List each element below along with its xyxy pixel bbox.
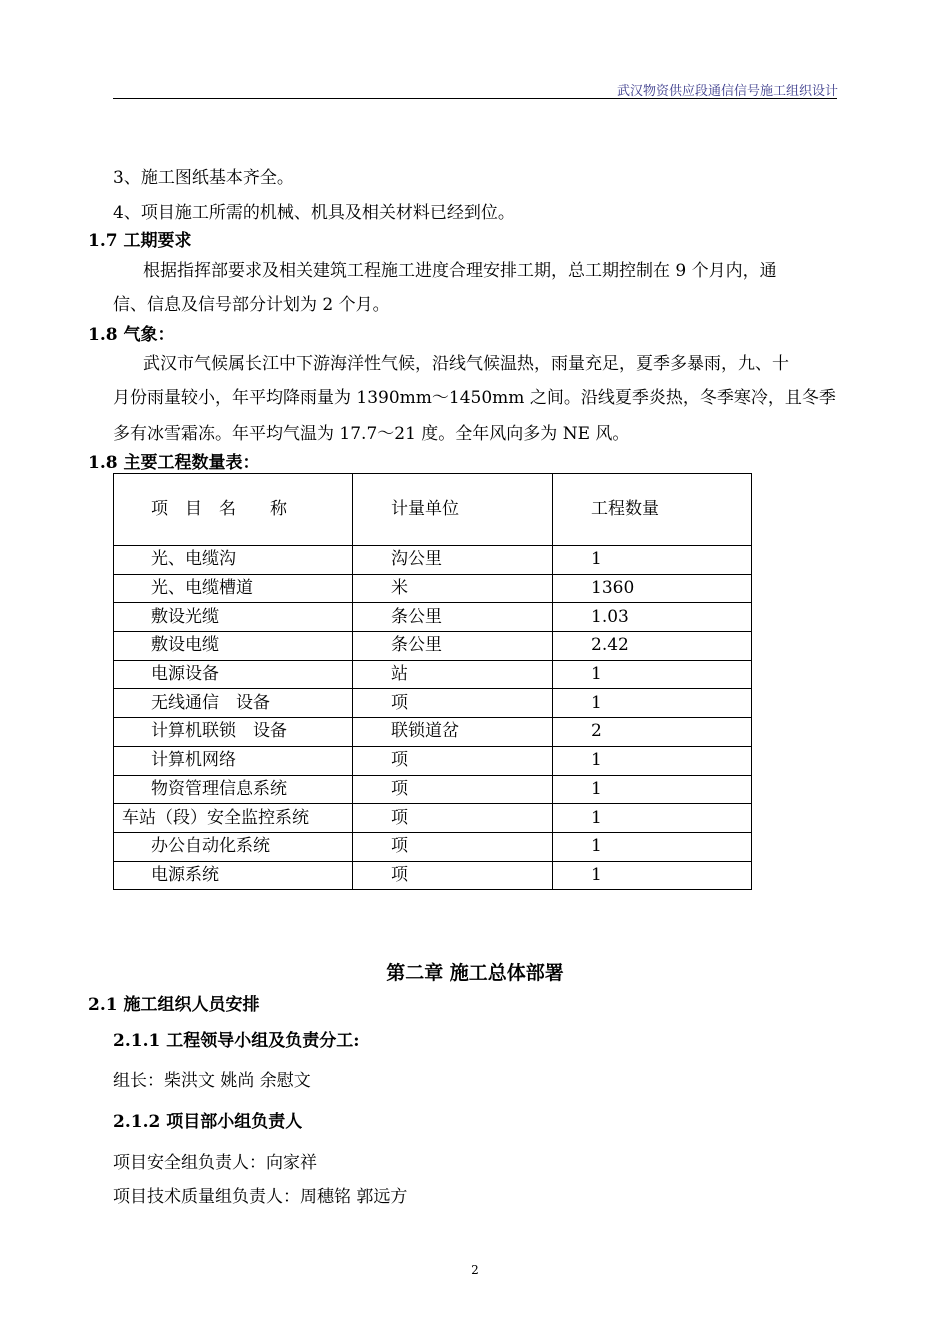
- table-row: [114, 861, 752, 890]
- table-row: [114, 832, 752, 861]
- table-row: [114, 546, 752, 575]
- cell-qty: 1: [553, 746, 752, 775]
- table-row: [114, 632, 752, 661]
- heading-2-1-1: 2.1.1 工程领导小组及负责分工:: [113, 1031, 360, 1051]
- page-number: 2: [471, 1263, 479, 1277]
- cell-name: 计算机联锁 设备: [114, 718, 353, 747]
- chapter-title: 第二章 施工总体部署: [386, 962, 564, 984]
- cell-unit: 项: [353, 832, 553, 861]
- cell-name: 计算机网络: [114, 746, 353, 775]
- running-header: 武汉物资供应段通信信号施工组织设计: [616, 84, 838, 99]
- table-row: [114, 689, 752, 718]
- cell-qty: 1360: [553, 574, 752, 603]
- cell-name: 车站（段）安全监控系统: [114, 804, 353, 833]
- heading-1-8-table: 1.8 主要工程数量表：: [88, 453, 260, 473]
- cell-name: 敷设光缆: [114, 603, 353, 632]
- cell-name: 光、电缆槽道: [114, 574, 353, 603]
- cell-name: 物资管理信息系统: [114, 775, 353, 804]
- schedule-line-2: 信、信息及信号部分计划为 2 个月。: [113, 295, 390, 315]
- cell-qty: 1: [553, 861, 752, 890]
- cell-qty: 1.03: [553, 603, 752, 632]
- cell-name: 无线通信 设备: [114, 689, 353, 718]
- cell-unit: 联锁道岔: [353, 718, 553, 747]
- cell-name: 电源设备: [114, 660, 353, 689]
- header-rule: [113, 98, 837, 99]
- table-row: [114, 746, 752, 775]
- cell-name: 电源系统: [114, 861, 353, 890]
- cell-unit: 项: [353, 775, 553, 804]
- weather-line-3: 多有冰雪霜冻。年平均气温为 17.7～21 度。全年风向多为 NE 风。: [113, 424, 630, 444]
- schedule-line-1: 根据指挥部要求及相关建筑工程施工进度合理安排工期，总工期控制在 9 个月内，通: [143, 261, 777, 281]
- table-row: [114, 804, 752, 833]
- cell-unit: 条公里: [353, 603, 553, 632]
- cell-unit: 站: [353, 660, 553, 689]
- cell-name: 办公自动化系统: [114, 832, 353, 861]
- tech-lead-line: 项目技术质量组负责人：周穗铭 郭远方: [113, 1187, 408, 1207]
- cell-unit: 项: [353, 861, 553, 890]
- table-row: [114, 660, 752, 689]
- cell-qty: 1: [553, 660, 752, 689]
- quantity-table: [113, 473, 752, 890]
- cell-name: 敷设电缆: [114, 632, 353, 661]
- cell-unit: 条公里: [353, 632, 553, 661]
- cell-qty: 1: [553, 775, 752, 804]
- item-3: 3、施工图纸基本齐全。: [113, 168, 294, 188]
- cell-qty: 1: [553, 804, 752, 833]
- cell-name: 光、电缆沟: [114, 546, 353, 575]
- cell-qty: 2.42: [553, 632, 752, 661]
- cell-unit: 沟公里: [353, 546, 553, 575]
- weather-line-1: 武汉市气候属长江中下游海洋性气候，沿线气候温热，雨量充足，夏季多暴雨，九、十: [143, 354, 789, 374]
- heading-2-1: 2.1 施工组织人员安排: [88, 995, 260, 1015]
- cell-qty: 1: [553, 832, 752, 861]
- table-row: [114, 603, 752, 632]
- cell-unit: 米: [353, 574, 553, 603]
- safety-lead-line: 项目安全组负责人：向家祥: [113, 1153, 317, 1173]
- cell-qty: 1: [553, 546, 752, 575]
- leader-line: 组长：柴洪文 姚尚 余慰文: [113, 1071, 311, 1091]
- item-4: 4、项目施工所需的机械、机具及相关材料已经到位。: [113, 203, 515, 223]
- cell-qty: 1: [553, 689, 752, 718]
- heading-1-7: 1.7 工期要求: [88, 231, 192, 251]
- weather-line-2: 月份雨量较小，年平均降雨量为 1390mm～1450mm 之间。沿线夏季炎热，冬季寒冷，且冬季: [113, 388, 836, 408]
- column-header-unit: 计量单位: [353, 474, 553, 546]
- table-row: [114, 718, 752, 747]
- heading-2-1-2: 2.1.2 项目部小组负责人: [113, 1112, 303, 1132]
- cell-unit: 项: [353, 746, 553, 775]
- column-header-qty: 工程数量: [553, 474, 752, 546]
- table-row: [114, 574, 752, 603]
- heading-1-8-weather: 1.8 气象：: [88, 325, 175, 345]
- cell-unit: 项: [353, 804, 553, 833]
- column-header-name: 项 目 名 称: [114, 474, 353, 546]
- table-row: [114, 775, 752, 804]
- table-header-row: [114, 474, 752, 546]
- cell-unit: 项: [353, 689, 553, 718]
- cell-qty: 2: [553, 718, 752, 747]
